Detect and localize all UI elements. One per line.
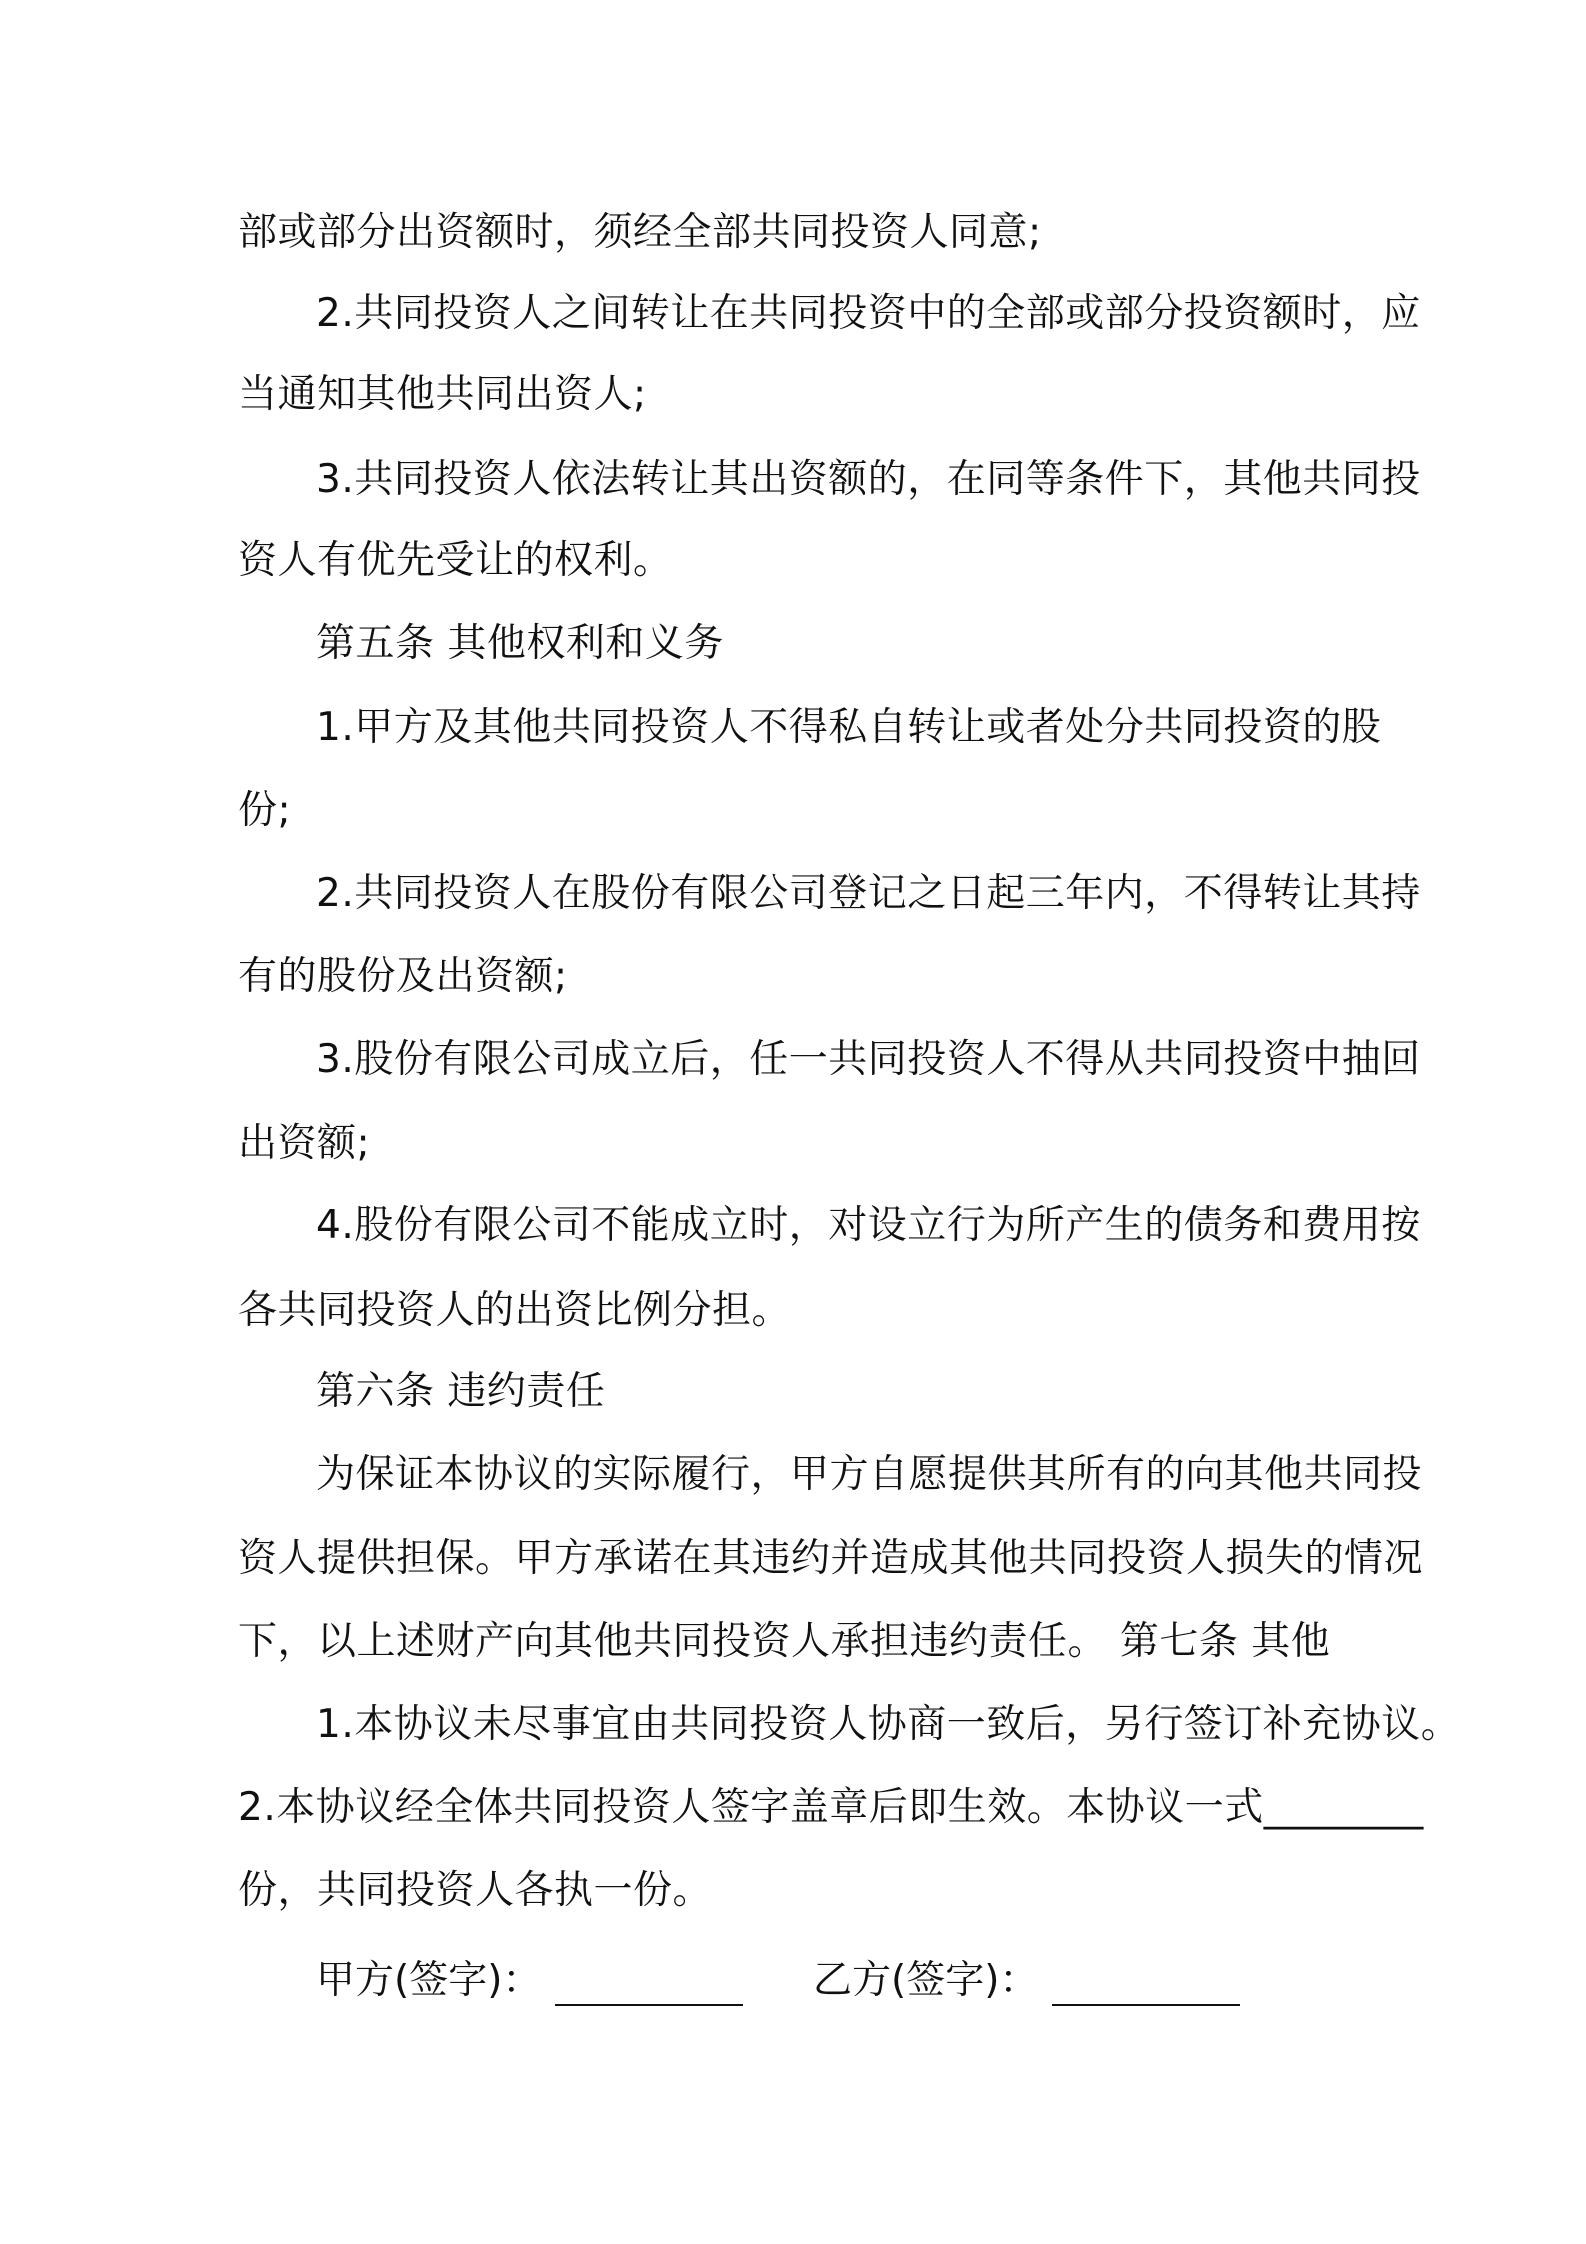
text-line-2: 2.共同投资人之间转让在共同投资中的全部或部分投资额时，应 xyxy=(316,291,1421,336)
text-line-13: 4.股份有限公司不能成立时，对设立行为所产生的债务和费用按 xyxy=(316,1203,1421,1248)
text-line-17: 资人提供担保。甲方承诺在其违约并造成其他共同投资人损失的情况 xyxy=(238,1536,1424,1581)
text-line-4: 3.共同投资人依法转让其出资额的，在同等条件下，其他共同投 xyxy=(316,457,1421,502)
text-line-21: 份，共同投资人各执一份。 xyxy=(238,1868,713,1913)
text-line-16: 为保证本协议的实际履行，甲方自愿提供其所有的向其他共同投 xyxy=(316,1452,1423,1497)
party-a-signature-line xyxy=(555,1964,743,2006)
signature-row xyxy=(316,1956,1316,2012)
party-b-label: 乙方(签字)： xyxy=(813,1958,1039,2003)
text-line-11: 3.股份有限公司成立后，任一共同投资人不得从共同投资中抽回 xyxy=(316,1037,1421,1082)
text-line-8: 份; xyxy=(238,788,292,833)
section-heading-5: 第五条 其他权利和义务 xyxy=(316,621,724,666)
text-line-5: 资人有优先受让的权利。 xyxy=(238,538,673,583)
text-line-18: 下，以上述财产向其他共同投资人承担违约责任。 第七条 其他 xyxy=(238,1619,1331,1664)
party-a-signature xyxy=(316,1956,743,2006)
text-line-9: 2.共同投资人在股份有限公司登记之日起三年内，不得转让其持 xyxy=(316,871,1421,916)
party-b-signature-line xyxy=(1052,1964,1240,2006)
text-line-10: 有的股份及出资额; xyxy=(238,954,568,999)
text-line-1: 部或部分出资额时，须经全部共同投资人同意; xyxy=(238,210,1042,255)
party-a-label: 甲方(签字)： xyxy=(316,1958,542,2003)
text-line-20: 2.本协议经全体共同投资人签字盖章后即生效。本协议一式________ xyxy=(238,1785,1424,1830)
text-line-3: 当通知其他共同出资人; xyxy=(238,372,647,417)
section-heading-6: 第六条 违约责任 xyxy=(316,1369,606,1414)
party-b-signature xyxy=(813,1956,1240,2006)
text-line-12: 出资额; xyxy=(238,1121,371,1166)
text-line-19: 1.本协议未尽事宜由共同投资人协商一致后，另行签订补充协议。 xyxy=(316,1702,1461,1747)
text-line-7: 1.甲方及其他共同投资人不得私自转让或者处分共同投资的股 xyxy=(316,705,1382,750)
text-line-14: 各共同投资人的出资比例分担。 xyxy=(238,1288,792,1333)
